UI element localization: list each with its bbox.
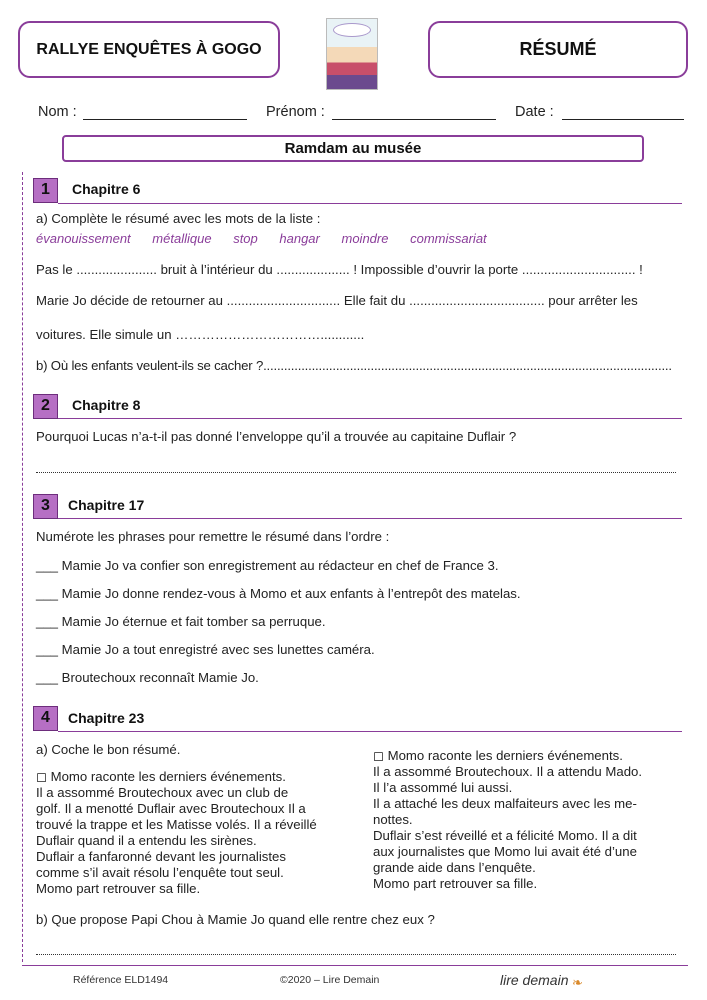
- left-summary-line: comme s’il avait résolu l’enquête tout seul.: [36, 865, 284, 880]
- book-title: Ramdam au musée: [284, 140, 422, 157]
- left-summary-line: golf. Il a menotté Duflair avec Broutechoux Il a: [36, 801, 306, 816]
- section-2-number: 2: [33, 394, 58, 419]
- fill-line-1[interactable]: Pas le ...................... bruit à l’intérieur du .................... ! Impossible d’ouvrir la porte ............................... !: [36, 262, 643, 277]
- section-1-title: Chapitre 6: [72, 181, 141, 197]
- nom-input-line[interactable]: [83, 119, 247, 120]
- section-2-question: Pourquoi Lucas n’a-t-il pas donné l’enveloppe qu’il a trouvée au capitaine Duflair ?: [36, 429, 517, 444]
- fill-line-3[interactable]: voitures. Elle simule un ……………………………............: [36, 327, 365, 342]
- left-summary-line: trouvé la trappe et les Matisse volés. Il a réveillé: [36, 817, 317, 832]
- section-4-title: Chapitre 23: [68, 710, 145, 726]
- section-4-instruction: a) Coche le bon résumé.: [36, 742, 181, 757]
- rallye-title: RALLYE ENQUÊTES À GOGO: [36, 40, 262, 58]
- nom-label: Nom :: [38, 104, 77, 120]
- question-1b[interactable]: b) Où les enfants veulent-ils se cacher ?......................................................................................................................: [36, 358, 672, 373]
- right-summary-line[interactable]: ◻ Momo raconte les derniers événements.: [373, 748, 623, 763]
- resume-title-box: [428, 21, 688, 78]
- word-commissariat: commissariat: [410, 231, 487, 246]
- question-4b-answer-line[interactable]: [36, 954, 676, 955]
- right-summary-line: Momo part retrouver sa fille.: [373, 876, 538, 891]
- order-item-5[interactable]: ___ Broutechoux reconnaît Mamie Jo.: [36, 670, 259, 685]
- footer-rule: [22, 965, 688, 966]
- section-1-number: 1: [33, 178, 58, 203]
- word-moindre: moindre: [341, 231, 389, 246]
- section-2-rule: [58, 418, 682, 419]
- right-summary-line: grande aide dans l’enquête.: [373, 860, 536, 875]
- section-2-answer-line[interactable]: [36, 472, 676, 473]
- left-margin-line: [22, 172, 23, 962]
- word-stop: stop: [233, 231, 258, 246]
- date-input-line[interactable]: [562, 119, 684, 120]
- section-3-rule: [58, 518, 682, 519]
- order-item-4[interactable]: ___ Mamie Jo a tout enregistré avec ses lunettes caméra.: [36, 642, 375, 657]
- left-summary[interactable]: [36, 769, 317, 897]
- footer-reference: Référence ELD1494: [73, 974, 169, 986]
- order-item-2[interactable]: ___ Mamie Jo donne rendez-vous à Momo et aux enfants à l’entrepôt des matelas.: [36, 586, 521, 601]
- right-summary-line: aux journalistes que Momo lui avait été d’une: [373, 844, 637, 859]
- word-hangar: hangar: [279, 231, 320, 246]
- logo-leaf-icon: ❧: [572, 975, 583, 990]
- section-4-rule: [58, 731, 682, 732]
- section-2-title: Chapitre 8: [72, 397, 141, 413]
- left-summary-line: Duflair a fanfaronné devant les journalistes: [36, 849, 286, 864]
- right-summary[interactable]: [373, 748, 642, 892]
- word-evanouissement: évanouissement: [36, 231, 131, 246]
- section-3-title: Chapitre 17: [68, 497, 145, 513]
- lire-demain-logo: lire demain: [500, 972, 569, 988]
- section-4-number: 4: [33, 706, 58, 731]
- book-title-box: [62, 135, 644, 162]
- order-item-3[interactable]: ___ Mamie Jo éternue et fait tomber sa perruque.: [36, 614, 326, 629]
- date-label: Date :: [515, 104, 554, 120]
- rallye-title-box: [18, 21, 280, 78]
- section-3-instruction: Numérote les phrases pour remettre le résumé dans l’ordre :: [36, 529, 390, 544]
- left-summary-line: Duflair quand il a entendu les sirènes.: [36, 833, 257, 848]
- right-summary-line: Il a attaché les deux malfaiteurs avec les me-: [373, 796, 637, 811]
- question-4b: b) Que propose Papi Chou à Mamie Jo quand elle rentre chez eux ?: [36, 912, 435, 927]
- prenom-input-line[interactable]: [332, 119, 496, 120]
- section-3-number: 3: [33, 494, 58, 519]
- right-summary-line: Il a assommé Broutechoux. Il a attendu Mado.: [373, 764, 643, 779]
- footer-copyright: ©2020 – Lire Demain: [280, 974, 380, 986]
- book-cover-image: [326, 18, 378, 90]
- word-metallique: métallique: [152, 231, 212, 246]
- right-summary-line: nottes.: [373, 812, 413, 827]
- fill-line-2[interactable]: Marie Jo décide de retourner au ............................... Elle fait du ..................................... pour arrêter les: [36, 293, 638, 308]
- resume-title: RÉSUMÉ: [519, 39, 597, 59]
- section-1-rule: [58, 203, 682, 204]
- order-item-1[interactable]: ___ Mamie Jo va confier son enregistrement au rédacteur en chef de France 3.: [36, 558, 499, 573]
- prenom-label: Prénom :: [266, 104, 325, 120]
- left-summary-line: Il a assommé Broutechoux avec un club de: [36, 785, 289, 800]
- cover-title-badge: [333, 23, 371, 37]
- right-summary-line: Il l’a assommé lui aussi.: [373, 780, 513, 795]
- section-1-instruction: a) Complète le résumé avec les mots de la liste :: [36, 211, 321, 226]
- right-summary-line: Duflair s’est réveillé et a félicité Momo. Il a dit: [373, 828, 637, 843]
- word-list: [36, 231, 505, 246]
- left-summary-line: Momo part retrouver sa fille.: [36, 881, 201, 896]
- left-summary-line[interactable]: ◻ Momo raconte les derniers événements.: [36, 769, 286, 784]
